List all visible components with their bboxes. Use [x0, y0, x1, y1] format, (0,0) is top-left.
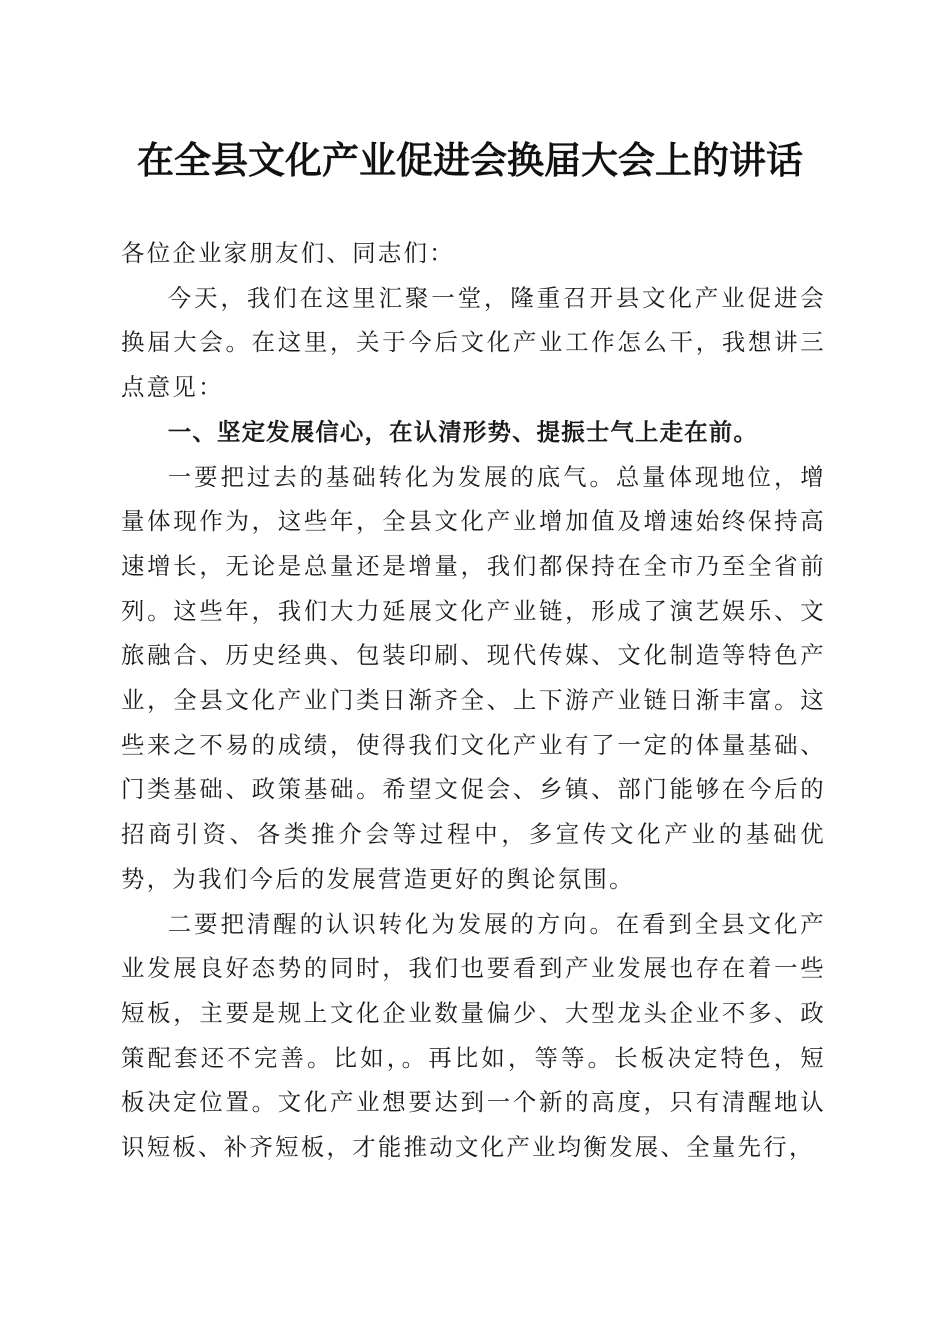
salutation: 各位企业家朋友们、同志们： [121, 239, 455, 267]
paragraph-point-1: 一要把过去的基础转化为发展的底气。总量体现地位，增量体现作为，这些年，全县文化产业增加值及增速始终保持高速增长，无论是总量还是增量，我们都保持在全市乃至全省前列。这些年，我们大力延展文化产业链，形成了演艺娱乐、文旅融合、历史经典、包装印刷、现代传媒、文化制造等特色产业，全县文化产业门类日渐齐全、上下游产业链日渐丰富。这些来之不易的成绩，使得我们文化产业有了一定的体量基础、门类基础、政策基础。希望文促会、乡镇、部门能够在今后的招商引资、各类推介会等过程中，多宣传文化产业的基础优势，为我们今后的发展营造更好的舆论氛围。 [121, 462, 826, 893]
document-title: 在全县文化产业促进会换届大会上的讲话 [137, 138, 803, 182]
document-body [121, 231, 826, 1170]
paragraph-intro: 今天，我们在这里汇聚一堂，隆重召开县文化产业促进会换届大会。在这里，关于今后文化产业工作怎么干，我想讲三点意见： [121, 283, 826, 402]
section-heading-1: 一、坚定发展信心，在认清形势、提振士气上走在前。 [167, 417, 758, 446]
paragraph-point-2: 二要把清醒的认识转化为发展的方向。在看到全县文化产业发展良好态势的同时，我们也要看到产业发展也存在着一些短板，主要是规上文化企业数量偏少、大型龙头企业不多、政策配套还不完善。比如，。再比如，等等。长板决定特色，短板决定位置。文化产业想要达到一个新的高度，只有清醒地认识短板、补齐短板，才能推动文化产业均衡发展、全量先行， [121, 909, 826, 1162]
